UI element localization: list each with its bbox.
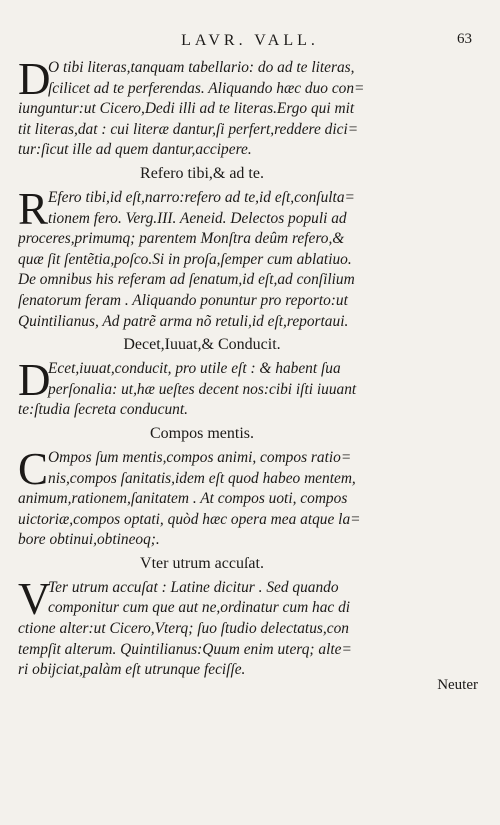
text-line: iunguntur:ut Cicero,Dedi illi ad te literas.Ergo qui mit (18, 100, 355, 118)
section-heading: Vter utrum accuſat. (140, 554, 264, 572)
drop-initial: D (18, 355, 51, 406)
catchword: Neuter (437, 677, 478, 693)
paragraph (18, 573, 386, 681)
text-line: tur:ſicut ille ad quem dantur,accipere. (18, 141, 252, 159)
text-line: Ter utrum accuſat : Latine dicitur . Sed quando (48, 578, 339, 596)
text-line: ſenatorum feram . Aliquando ponuntur pro reporto:ut (18, 291, 348, 309)
paragraph (18, 183, 386, 332)
section-heading: Refero tibi,& ad te. (140, 164, 264, 182)
text-line: bore obtinui,obtineoq;. (18, 531, 160, 549)
text-line: tit literas,dat : cui literæ dantur,ſi perfert,reddere dici= (18, 120, 359, 138)
text-line: ſcilicet ad te perferendas. Aliquando hæc duo con= (48, 79, 365, 97)
text-block (18, 54, 386, 681)
text-line: nis,compos ſanitatis,idem eſt quod habeo mentem, (48, 469, 356, 487)
text-line: animum,rationem,ſanitatem . At compos uoti, compos (18, 490, 348, 508)
text-line: ri obijciat,palàm eſt utrunque feciſſe. (18, 661, 246, 679)
text-line: componitur cum que aut ne,ordinatur cum hac di (48, 599, 351, 617)
text-line: Efero tibi,id eſt,narro:refero ad te,id eſt,conſulta= (48, 188, 355, 206)
section-heading: Decet,Iuuat,& Conducit. (123, 336, 281, 354)
text-line: quæ ſit ſentẽtia,poſco.Si in proſa,ſemper cum ablatiuo. (18, 250, 352, 268)
drop-initial: D (18, 54, 51, 104)
text-line: te:ſtudia ſecreta conducunt. (18, 401, 188, 419)
text-line: O tibi literas,tanquam tabellario: do ad te literas, (48, 59, 355, 76)
text-line: Quintilianus, Ad patrẽ arma nõ retuli,id eſt,reportaui. (18, 312, 349, 330)
text-line: Ecet,iuuat,conducit, pro utile eſt : & habent ſua (48, 360, 341, 378)
text-line: De omnibus his referam ad ſenatum,id eſt,ad conſilium (18, 271, 355, 289)
text-line: perſonalia: ut,hæ ueſtes decent nos:cibi iſti iuuant (48, 380, 357, 398)
section-heading: Compos mentis. (149, 424, 254, 442)
drop-initial: V (18, 573, 51, 624)
text-line: uictoriæ,compos optati, quòd hæc opera mea atque la= (18, 510, 361, 528)
drop-initial: R (18, 183, 49, 234)
text-line: ctione alter:ut Cicero,Vterq; ſuo ſtudio delectatus,con (18, 620, 349, 638)
paragraph (18, 443, 386, 551)
running-head: LAVR. VALL. (181, 32, 319, 49)
paragraph (18, 355, 386, 421)
paragraph (18, 54, 386, 161)
text-line: Ompos ſum mentis,compos animi, compos ratio= (48, 448, 352, 466)
text-line: tempſit alterum. Quintilianus:Quum enim uterq; alte= (18, 640, 352, 658)
page-number: 63 (457, 31, 472, 47)
drop-initial: C (18, 443, 49, 494)
text-line: tionem fero. Verg.III. Aeneid. Delectos populi ad (48, 209, 347, 227)
text-line: proceres,primumq; parentem Monſtra deûm refero,& (18, 230, 345, 248)
